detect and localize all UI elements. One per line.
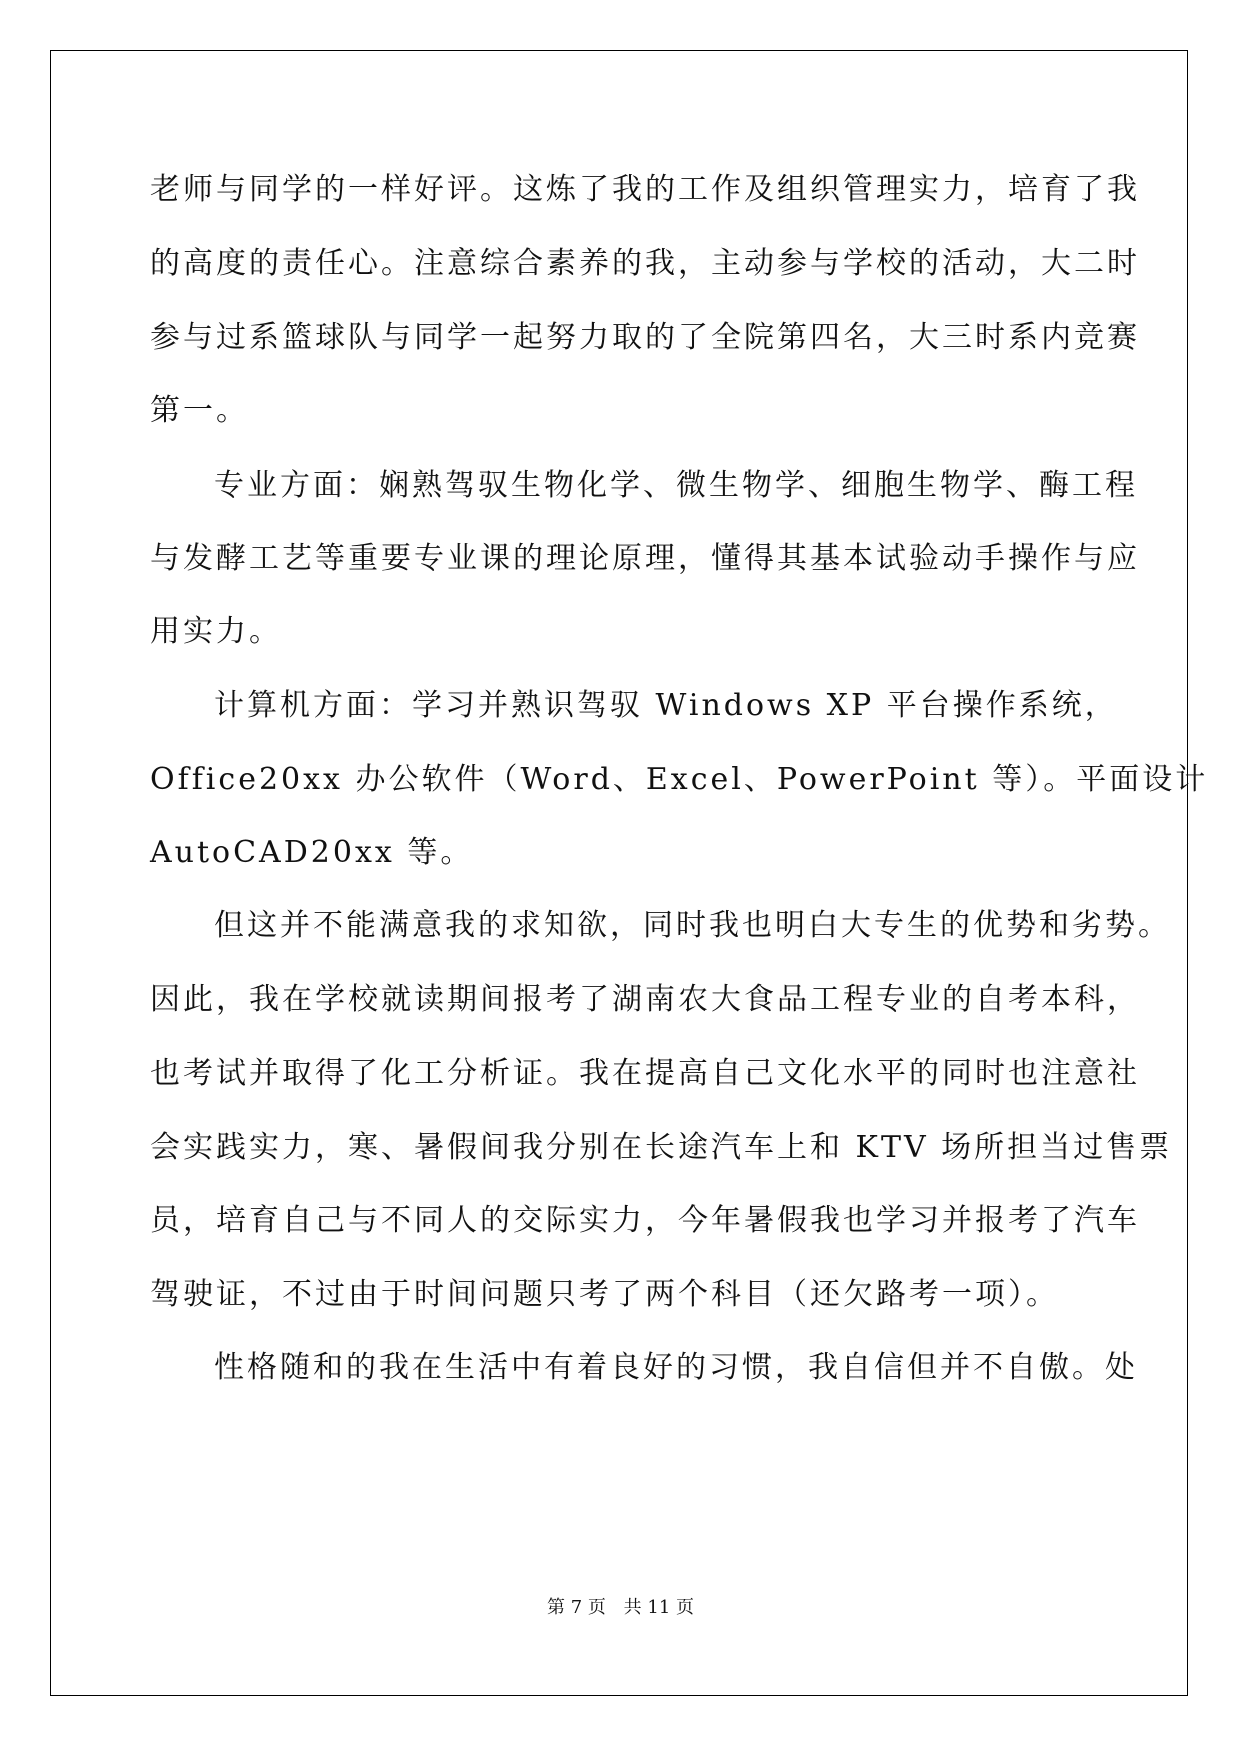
text-line: 员，培育自己与不同人的交际实力，今年暑假我也学习并报考了汽车 xyxy=(150,1203,1140,1238)
text-line: 性格随和的我在生活中有着良好的习惯，我自信但并不自傲。处 xyxy=(214,1350,1138,1385)
text-line: 的高度的责任心。注意综合素养的我，主动参与学校的活动，大二时 xyxy=(150,246,1140,281)
page-border xyxy=(50,50,1188,1696)
text-line: 驾驶证，不过由于时间问题只考了两个科目（还欠路考一项）。 xyxy=(150,1277,1059,1312)
page-footer xyxy=(0,1593,1241,1619)
text-line: 但这并不能满意我的求知欲，同时我也明白大专生的优势和劣势。 xyxy=(214,908,1171,943)
text-line: 用实力。 xyxy=(150,614,282,649)
text-line: 会实践实力，寒、暑假间我分别在长途汽车上和 KTV 场所担当过售票 xyxy=(150,1130,1173,1165)
text-line: 因此，我在学校就读期间报考了湖南农大食品工程专业的自考本科， xyxy=(150,982,1140,1017)
page-number: 第 7 页 xyxy=(547,1597,606,1618)
text-line: 与发酵工艺等重要专业课的理论原理，懂得其基本试验动手操作与应 xyxy=(150,541,1140,576)
text-line: 第一。 xyxy=(150,393,249,428)
text-line: 参与过系篮球队与同学一起努力取的了全院第四名，大三时系内竞赛 xyxy=(150,320,1140,355)
text-line: 专业方面：娴熟驾驭生物化学、微生物学、细胞生物学、酶工程 xyxy=(214,468,1138,503)
text-line: Office20xx 办公软件（Word、Excel、PowerPoint 等）。平面设计 xyxy=(150,762,1209,797)
page-total: 共 11 页 xyxy=(623,1597,694,1618)
text-line: 也考试并取得了化工分析证。我在提高自己文化水平的同时也注意社 xyxy=(150,1056,1140,1091)
text-line: 老师与同学的一样好评。这炼了我的工作及组织管理实力，培育了我 xyxy=(150,172,1140,207)
text-line: AutoCAD20xx 等。 xyxy=(150,835,474,870)
text-line: 计算机方面：学习并熟识驾驭 Windows XP 平台操作系统， xyxy=(214,688,1118,723)
